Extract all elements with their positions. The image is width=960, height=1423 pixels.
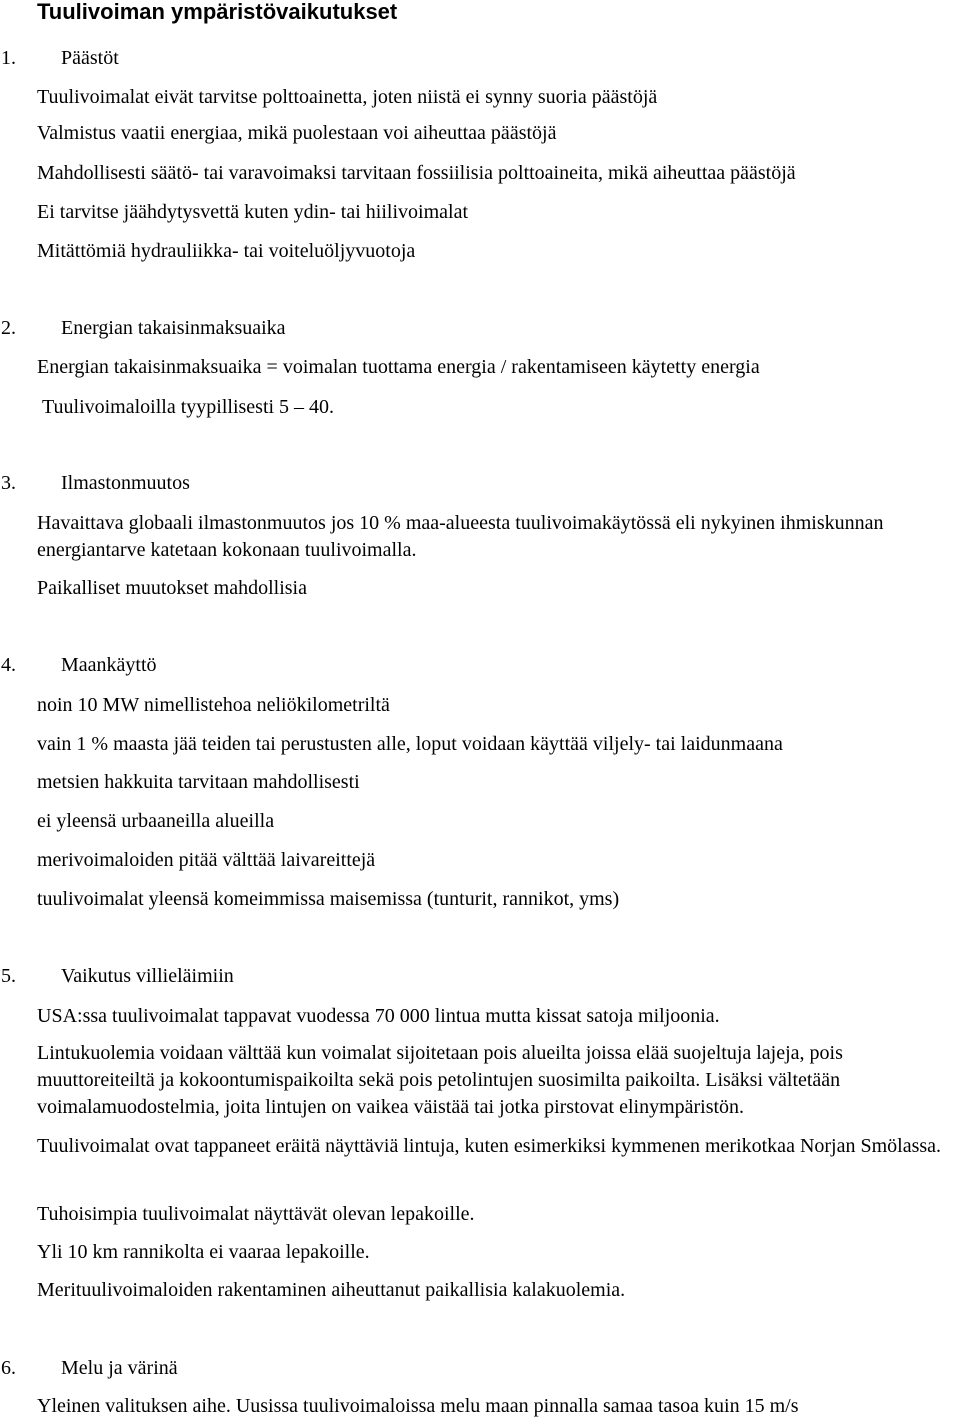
- text-line: ei yleensä urbaaneilla alueilla: [37, 810, 275, 832]
- text-line: USA:ssa tuulivoimalat tappavat vuodessa 70 000 lintua mutta kissat satoja miljoonia.: [37, 1005, 720, 1027]
- text-line: Mahdollisesti säätö- tai varavoimaksi tarvitaan fossiilisia polttoaineita, mikä aiheuttaa päästöjä: [37, 162, 796, 184]
- section-number: 2.: [1, 317, 16, 339]
- text-line: vain 1 % maasta jää teiden tai perustusten alle, loput voidaan käyttää viljely- tai laidunmaana: [37, 733, 783, 755]
- section-title: Maankäyttö: [61, 654, 157, 676]
- text-line: merivoimaloiden pitää välttää laivareittejä: [37, 849, 376, 871]
- text-line: Ei tarvitse jäähdytysvettä kuten ydin- tai hiilivoimalat: [37, 201, 469, 223]
- section-title: Melu ja värinä: [61, 1357, 178, 1379]
- text-line: metsien hakkuita tarvitaan mahdollisesti: [37, 771, 360, 793]
- section-title: Vaikutus villieläimiin: [61, 965, 234, 987]
- text-line: Yleinen valituksen aihe. Uusissa tuulivoimaloissa melu maan pinnalla samaa tasoa kuin 15 m/s: [37, 1395, 799, 1417]
- section-title: Ilmastonmuutos: [61, 472, 190, 494]
- section-number: 3.: [1, 472, 16, 494]
- text-line: Paikalliset muutokset mahdollisia: [37, 577, 307, 599]
- text-line: noin 10 MW nimellistehoa neliökilometriltä: [37, 694, 390, 716]
- text-line: Tuulivoimalat eivät tarvitse polttoainetta, joten niistä ei synny suoria päästöjä: [37, 86, 658, 108]
- document-title: Tuulivoiman ympäristövaikutukset: [37, 0, 398, 24]
- text-paragraph: Havaittava globaali ilmastonmuutos jos 10 % maa-alueesta tuulivoimakäytössä eli nykyinen ihmiskunnan energiantarve katetaan kokonaan tuulivoimalla.: [37, 512, 884, 561]
- text-line: tuulivoimalat yleensä komeimmissa maisemissa (tunturit, rannikot, yms): [37, 888, 620, 910]
- section-title: Päästöt: [61, 47, 119, 69]
- text-paragraph: Tuulivoimalat ovat tappaneet eräitä näyttäviä lintuja, kuten esimerkiksi kymmenen merikotkaa Norjan Smölassa.: [37, 1135, 942, 1157]
- text-line: Valmistus vaatii energiaa, mikä puolestaan voi aiheuttaa päästöjä: [37, 122, 557, 144]
- section-number: 4.: [1, 654, 16, 676]
- section-number: 5.: [1, 965, 16, 987]
- section-number: 6.: [1, 1357, 16, 1379]
- text-line: Tuulivoimaloilla tyypillisesti 5 – 40.: [42, 396, 335, 418]
- section-title: Energian takaisinmaksuaika: [61, 317, 286, 339]
- text-line: Merituulivoimaloiden rakentaminen aiheuttanut paikallisia kalakuolemia.: [37, 1279, 626, 1301]
- section-number: 1.: [1, 47, 16, 69]
- text-line: Tuhoisimpia tuulivoimalat näyttävät olevan lepakoille.: [37, 1203, 475, 1225]
- text-line: Mitättömiä hydrauliikka- tai voiteluöljyvuotoja: [37, 240, 416, 262]
- text-line: Energian takaisinmaksuaika = voimalan tuottama energia / rakentamiseen käytetty energia: [37, 356, 760, 378]
- text-line: Yli 10 km rannikolta ei vaaraa lepakoille.: [37, 1241, 370, 1263]
- text-paragraph: Lintukuolemia voidaan välttää kun voimalat sijoitetaan pois alueilta joissa elää suojeltuja lajeja, pois muuttoreiteiltä ja kokoontumispaikoilta sekä pois petolintujen suosimilta paikoilta. Lisäksi vältetään voimalamuodostelmia, joita lintujen on vaikea väistää tai jotka pirstovat elinympäristön.: [37, 1042, 843, 1118]
